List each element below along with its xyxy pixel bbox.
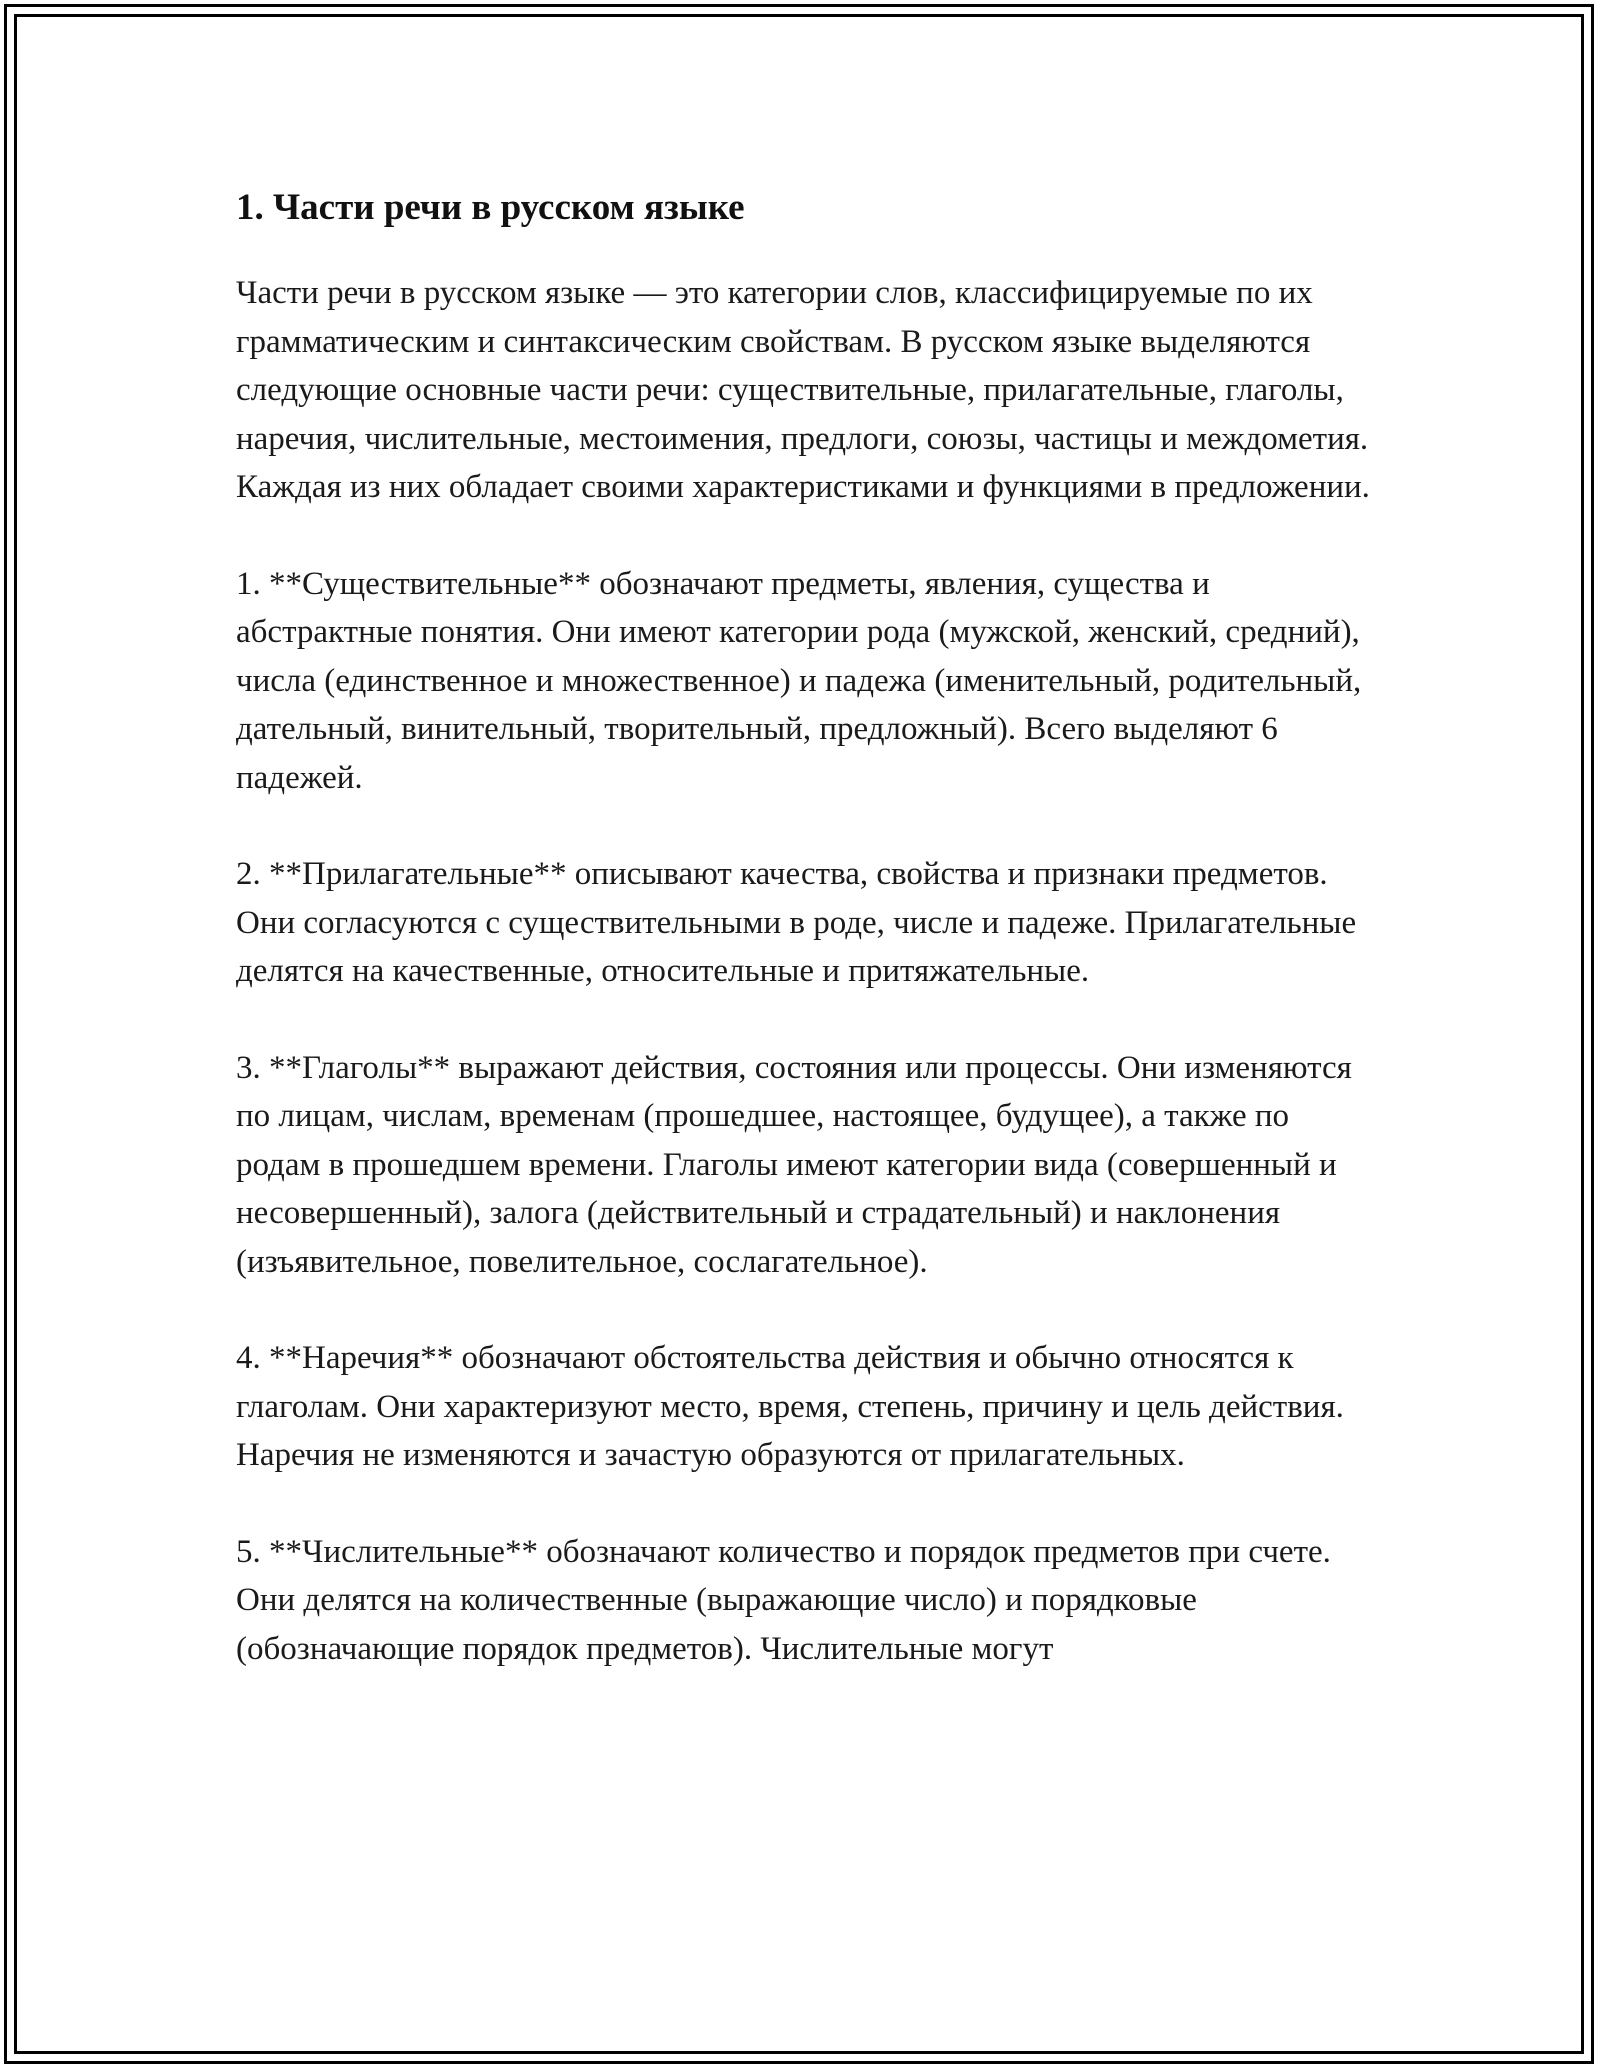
verbs-paragraph: 3. **Глаголы** выражают действия, состояния или процессы. Они изменяются по лицам, числам, временам (прошедшее, настоящее, будущее), а также по родам в прошедшем времени. Глаголы имеют категории вида (совершенный и несовершенный), залога (действительный и страдательный) и наклонения (изъявительное, повелительное, сослагательное).	[236, 1049, 1352, 1280]
intro-paragraph: Части речи в русском языке — это категории слов, классифицируемые по их грамматическим и синтаксическим свойствам. В русском языке выделяются следующие основные части речи: существительные, прилагательные, глаголы, наречия, числительные, местоимения, предлоги, союзы, частицы и междометия. Каждая из них обладает своими характеристиками и функциями в предложении.	[236, 275, 1370, 505]
numerals-paragraph: 5. **Числительные** обозначают количество и порядок предметов при счете. Они делятся на количественные (выражающие число) и порядковые (обозначающие порядок предметов). Числительные могут	[236, 1533, 1331, 1667]
section-title: 1. Части речи в русском языке	[236, 187, 745, 228]
nouns-paragraph: 1. **Существительные** обозначают предметы, явления, существа и абстрактные понятия. Они имеют категории рода (мужской, женский, средний), числа (единственное и множественное) и падежа (именительный, родительный, дательный, винительный, творительный, предложный). Всего выделяют 6 падежей.	[236, 565, 1362, 796]
adjectives-paragraph: 2. **Прилагательные** описывают качества, свойства и признаки предметов. Они согласуются с существительными в роде, числе и падеже. Прилагательные делятся на качественные, относительные и притяжательные.	[236, 856, 1357, 989]
document-body	[236, 182, 1376, 1721]
adverbs-paragraph: 4. **Наречия** обозначают обстоятельства действия и обычно относятся к глаголам. Они характеризуют место, время, степень, причину и цель действия. Наречия не изменяются и зачастую образуются от прилагательных.	[236, 1340, 1344, 1473]
